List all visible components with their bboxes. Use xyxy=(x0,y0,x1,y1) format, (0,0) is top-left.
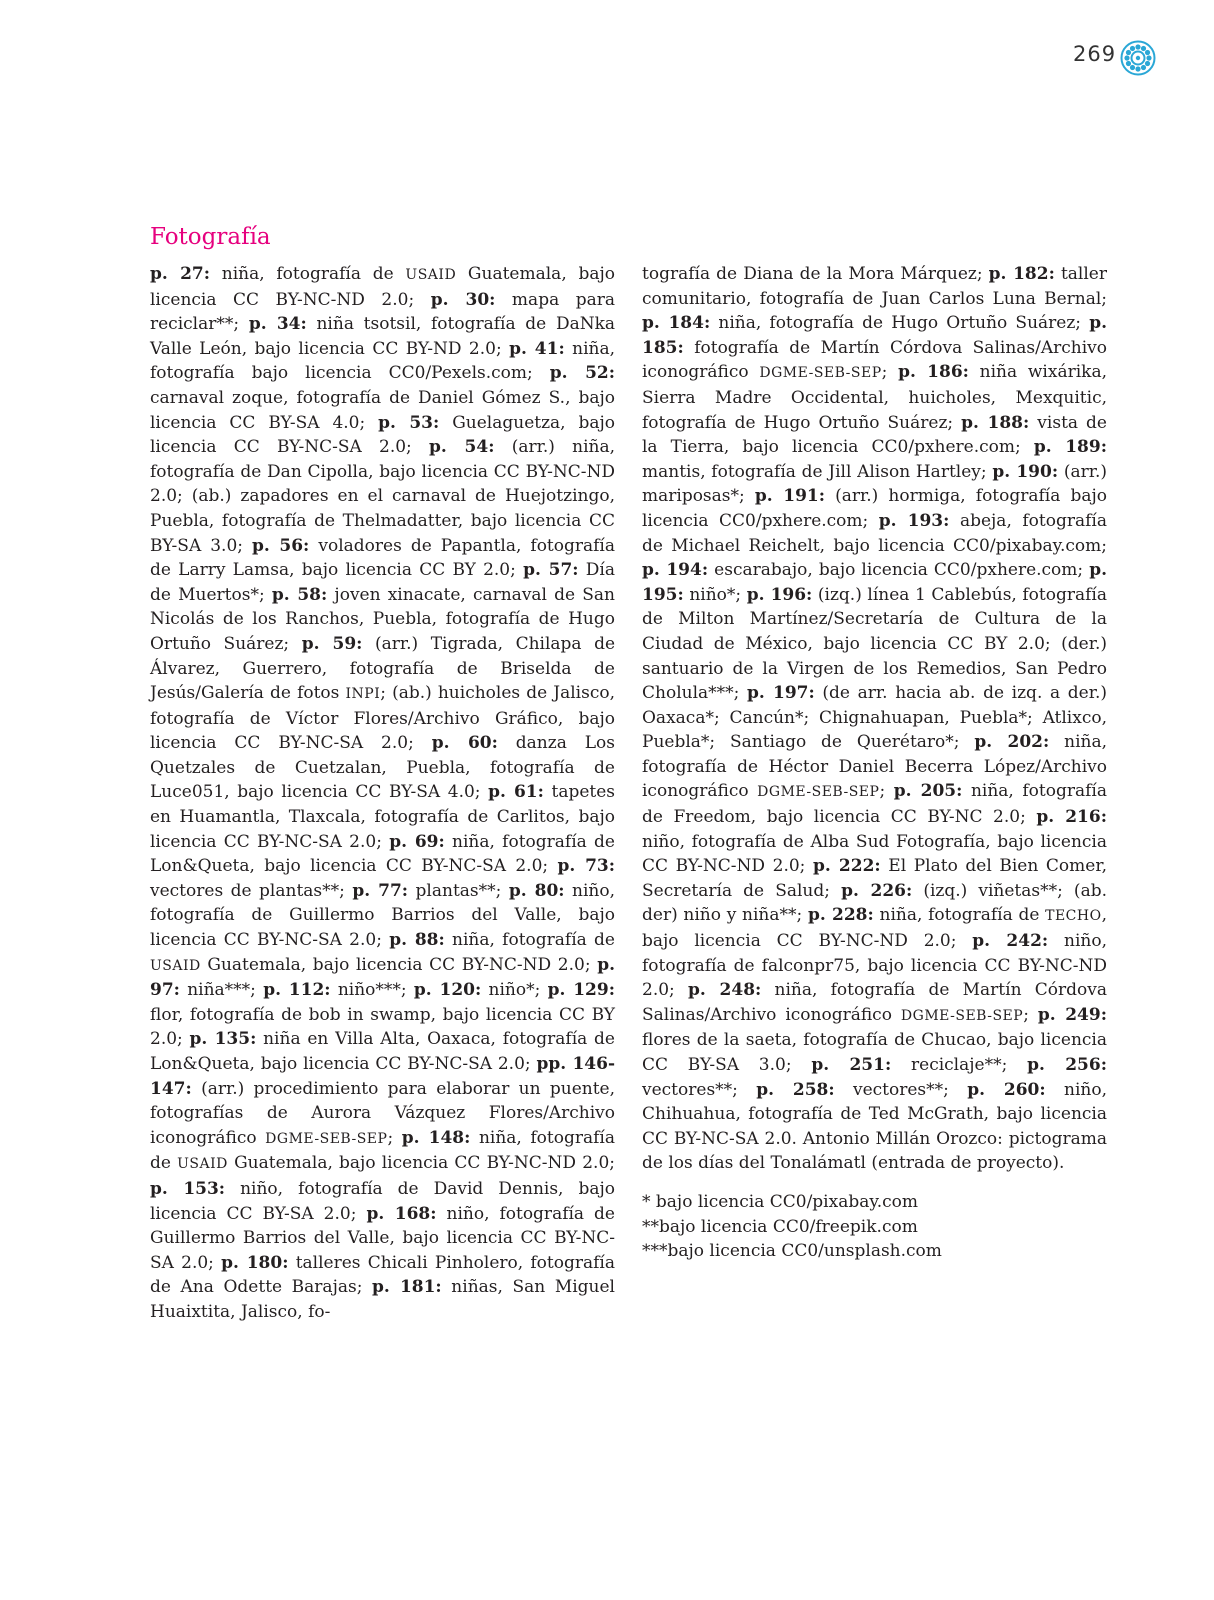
credit-text: niña, fotografía de xyxy=(210,264,406,284)
flower-seal-icon xyxy=(1120,40,1156,76)
credit-text: (arr.) niña, fotografía de Dan Cipolla, bajo licencia CC BY-NC-ND 2.0; (ab.) zapadores en el carnaval de Huejotzingo, Puebla, fotografía de Thelmadatter, bajo licencia CC BY-SA 3.0; xyxy=(150,437,616,556)
page-ref: p. 77: xyxy=(352,880,409,901)
page-ref: p. 249: xyxy=(1037,1004,1107,1025)
page-ref: p. 191: xyxy=(754,486,826,507)
footnote: ***bajo licencia CC0/unsplash.com xyxy=(642,1241,942,1262)
acronym: USAID xyxy=(405,267,457,283)
page-ref: p. 57: xyxy=(523,560,579,581)
page-ref: p. 120: xyxy=(413,980,482,1001)
section-title: Fotografía xyxy=(150,224,271,250)
page-ref: p. 182: xyxy=(988,264,1055,284)
credits-column-right-text xyxy=(642,262,1107,1176)
credit-text: vista de la Tierra, bajo licencia CC0/pxhere.com; xyxy=(642,412,1107,458)
page-number: 269 xyxy=(1073,42,1117,66)
credit-text: niña, fotografía de xyxy=(150,1127,615,1174)
credit-text: (izq.) línea 1 Cablebús, fotografía de Milton Martínez/Secretaría de Cultura de la Ciudad de México, bajo licencia CC BY 2.0; (der.) santuario de la Virgen de los Remedios, San Pedro Cholula***; xyxy=(642,584,1107,704)
credit-text: carnaval zoque, fotografía de Daniel Gómez S., bajo licencia CC BY-SA 4.0; xyxy=(150,387,615,433)
page-ref: p. 180: xyxy=(221,1252,289,1273)
page-ref: p. 34: xyxy=(248,314,307,335)
credit-text: tografía de Diana de la Mora Márquez; xyxy=(642,264,989,284)
credit-text: ; xyxy=(879,781,894,802)
credit-text: voladores de Papantla, fotografía de Larry Lamsa, bajo licencia CC BY 2.0; xyxy=(150,535,616,581)
page-ref: p. 189: xyxy=(1033,437,1107,458)
page-ref: p. 97: xyxy=(150,954,615,1001)
page-ref: p. 248: xyxy=(688,980,762,1001)
credit-text: niñas, San Miguel Huaixtita, Jalisco, fo- xyxy=(150,1277,615,1322)
credit-text: niño, fotografía de falconpr75, bajo licencia CC BY-NC-ND 2.0; xyxy=(642,931,1107,1001)
credit-text: ; xyxy=(387,1127,402,1148)
credit-text: niña, fotografía de Hugo Ortuño Suárez; xyxy=(710,313,1090,334)
credit-text: niña, fotografía de Lon&Queta, bajo licencia CC BY-NC-SA 2.0; xyxy=(150,831,615,877)
page-ref: p. 222: xyxy=(813,856,881,877)
footnote: * bajo licencia CC0/pixabay.com xyxy=(642,1191,918,1212)
page-ref: p. 52: xyxy=(549,363,616,384)
page-ref: p. 242: xyxy=(972,931,1049,952)
credit-text: abeja, fotografía de Michael Reichelt, bajo licencia CC0/pixabay.com; xyxy=(642,510,1107,556)
acronym: USAID xyxy=(177,1156,228,1173)
credit-text: (de arr. hacia ab. de izq. a der.) Oaxaca*; Cancún*; Chignahuapan, Puebla*; Atlixco, Puebla*; Santiago de Querétaro*; xyxy=(642,683,1108,753)
page-ref: p. 73: xyxy=(557,856,615,877)
page-ref: p. 202: xyxy=(974,732,1050,753)
page-ref: p. 27: xyxy=(150,264,210,284)
credit-text: flor, fotografía de bob in swamp, bajo licencia CC BY 2.0; xyxy=(150,1004,615,1050)
credit-text: niño*; xyxy=(481,980,548,1001)
page-ref: p. 153: xyxy=(150,1178,226,1199)
credit-text: niño, fotografía de Guillermo Barrios del Valle, bajo licencia CC BY-NC-SA 2.0; xyxy=(150,1203,615,1273)
page-ref: p. 256: xyxy=(1027,1055,1107,1075)
credit-text: flores de la saeta, fotografía de Chucao, bajo licencia CC BY-SA 3.0; xyxy=(642,1030,1107,1075)
credit-text: Guatemala, bajo licencia CC BY-NC-ND 2.0; xyxy=(150,264,615,310)
page-ref: p. 228: xyxy=(807,905,874,926)
credit-text: taller comunitario, fotografía de Juan Carlos Luna Bernal; xyxy=(642,264,1107,309)
credit-text: (arr.) mariposas*; xyxy=(642,461,1108,507)
page-ref: p. 184: xyxy=(642,313,711,334)
credit-text: (arr.) procedimiento para elaborar un puente, fotografías de Aurora Vázquez Flores/Archivo iconográfico xyxy=(150,1078,615,1148)
page-ref: pp. 146-147: xyxy=(150,1054,615,1099)
acronym: DGME-SEB-SEP xyxy=(900,1007,1024,1024)
page-ref: p. 53: xyxy=(378,412,440,433)
credit-text: danza Los Quetzales de Cuetzalan, Puebla, fotografía de Luce051, bajo licencia CC BY-SA 4.0; xyxy=(150,733,615,803)
credit-text: niño***; xyxy=(330,980,414,1001)
credit-text: ; xyxy=(1023,1004,1038,1025)
page-ref: p. 112: xyxy=(263,980,331,1001)
credit-text: (izq.) viñetas**; (ab. der) niño y niña**; xyxy=(642,880,1107,926)
page-ref: p. 58: xyxy=(271,584,328,605)
page-ref: p. 186: xyxy=(898,362,969,383)
credit-text: niña en Villa Alta, Oaxaca, fotografía de Lon&Queta, bajo licencia CC BY-NC-SA 2.0; xyxy=(150,1029,615,1074)
page-ref: p. 168: xyxy=(366,1203,437,1224)
page-ref: p. 197: xyxy=(747,683,815,704)
credit-text: niño, fotografía de Guillermo Barrios del Valle, bajo licencia CC BY-NC-SA 2.0; xyxy=(150,880,616,951)
page-ref: p. 251: xyxy=(811,1055,892,1075)
credit-text: niña, fotografía de Héctor Daniel Becerra López/Archivo iconográfico xyxy=(642,732,1107,802)
page-ref: p. 188: xyxy=(961,412,1030,433)
footnote: **bajo licencia CC0/freepik.com xyxy=(642,1216,918,1237)
credit-text: vectores**; xyxy=(642,1079,757,1100)
credit-text: , bajo licencia CC BY-NC-ND 2.0; xyxy=(642,905,1107,952)
acronym: INPI xyxy=(345,686,381,703)
page-ref: p. 185: xyxy=(642,313,1107,358)
credit-text: ; xyxy=(881,362,899,383)
credit-text: niña tsotsil, fotografía de DaNka Valle León, bajo licencia CC BY-ND 2.0; xyxy=(150,314,616,359)
credit-text: escarabajo, bajo licencia CC0/pxhere.com; xyxy=(708,560,1090,581)
page-ref: p. 54: xyxy=(429,437,495,458)
footnotes xyxy=(642,1190,1107,1264)
credit-text: El Plato del Bien Comer, Secretaría de Salud; xyxy=(642,856,1107,901)
credit-text: Guatemala, bajo licencia CC BY-NC-ND 2.0; xyxy=(227,1153,615,1174)
credit-text: plantas**; xyxy=(408,880,509,901)
acronym: TECHO xyxy=(1045,908,1102,925)
page-ref: p. 260: xyxy=(967,1079,1046,1100)
page-ref: p. 195: xyxy=(642,560,1107,605)
credit-text: niña, fotografía de xyxy=(444,930,615,951)
page-ref: p. 129: xyxy=(547,980,615,1001)
page-ref: p. 193: xyxy=(878,510,950,531)
credit-text: vectores de plantas**; xyxy=(150,880,353,901)
credit-text: Día de Muertos*; xyxy=(150,560,615,605)
page-ref: p. 60: xyxy=(431,733,498,754)
credit-text: (arr.) hormiga, fotografía bajo licencia CC0/pxhere.com; xyxy=(642,486,1107,531)
page-ref: p. 196: xyxy=(746,584,813,605)
credit-text: niño*; xyxy=(683,584,747,605)
page-ref: p. 88: xyxy=(389,930,445,951)
credit-text: joven xinacate, carnaval de San Nicolás de los Ranchos, Puebla, fotografía de Hugo Ortuño Suárez; xyxy=(150,584,615,654)
credits-column-left xyxy=(150,262,615,1325)
page-ref: p. 56: xyxy=(252,535,310,556)
page-ref: p. 205: xyxy=(893,781,963,802)
credit-text: niña, fotografía bajo licencia CC0/Pexels.com; xyxy=(150,338,616,384)
page-ref: p. 69: xyxy=(389,831,445,852)
page-ref: p. 61: xyxy=(488,782,544,803)
credit-text: tapetes en Huamantla, Tlaxcala, fotografía de Carlitos, bajo licencia CC BY-NC-SA 2.0; xyxy=(150,782,616,852)
page-ref: p. 194: xyxy=(642,560,709,581)
credit-text: mapa para reciclar**; xyxy=(150,289,615,335)
credit-text: niño, Chihuahua, fotografía de Ted McGrath, bajo licencia CC BY-NC-SA 2.0. Antonio Millán Orozco: pictograma de los días del Tonalámatl (entrada de proyecto). xyxy=(642,1079,1107,1174)
page-ref: p. 181: xyxy=(372,1277,442,1298)
credit-text: Guelaguetza, bajo licencia CC BY-NC-SA 2.0; xyxy=(150,412,616,458)
page-ref: p. 190: xyxy=(992,461,1059,482)
credit-text: ; (ab.) huicholes de Jalisco, fotografía de Víctor Flores/Archivo Gráfico, bajo licencia CC BY-NC-SA 2.0; xyxy=(150,683,615,754)
acronym: USAID xyxy=(150,957,201,974)
credit-text: niña, fotografía de Freedom, bajo licencia CC BY-NC 2.0; xyxy=(642,781,1107,828)
page-ref: p. 258: xyxy=(756,1079,835,1100)
acronym: DGME-SEB-SEP xyxy=(757,784,880,801)
acronym: DGME-SEB-SEP xyxy=(265,1130,388,1147)
credit-text: niño, fotografía de David Dennis, bajo licencia CC BY-SA 2.0; xyxy=(150,1178,615,1224)
credit-text: niña wixárika, Sierra Madre Occidental, huicholes, Mexquitic, fotografía de Hugo Ortuño Suárez; xyxy=(642,362,1107,433)
page-ref: p. 41: xyxy=(509,338,565,359)
credit-text: reciclaje**; xyxy=(891,1055,1028,1075)
page-ref: p. 226: xyxy=(841,880,913,901)
credit-text: talleres Chicali Pinholero, fotografía de Ana Odette Barajas; xyxy=(150,1252,615,1298)
credit-text: niña***; xyxy=(179,980,264,1001)
page-ref: p. 59: xyxy=(301,633,363,654)
page-ref: p. 80: xyxy=(508,880,565,901)
credit-text: vectores**; xyxy=(834,1079,968,1100)
page-ref: p. 30: xyxy=(430,289,496,310)
credit-text: (arr.) Tigrada, Chilapa de Álvarez, Guerrero, fotografía de Briselda de Jesús/Galería de fotos xyxy=(150,633,616,704)
credit-text: niña, fotografía de Martín Córdova Salinas/Archivo iconográfico xyxy=(642,980,1107,1025)
credit-text: Guatemala, bajo licencia CC BY-NC-ND 2.0; xyxy=(200,954,598,975)
page-ref: p. 216: xyxy=(1036,807,1107,828)
credit-text: niña, fotografía de xyxy=(873,905,1046,926)
credit-text: niño, fotografía de Alba Sud Fotografía, bajo licencia CC BY-NC-ND 2.0; xyxy=(642,831,1107,877)
credits-column-right xyxy=(642,262,1107,1264)
page-ref: p. 148: xyxy=(401,1127,471,1148)
acronym: DGME-SEB-SEP xyxy=(759,365,882,382)
credit-text: fotografía de Martín Córdova Salinas/Archivo iconográfico xyxy=(642,337,1107,383)
credit-text: mantis, fotografía de Jill Alison Hartley; xyxy=(642,461,993,482)
page-ref: p. 135: xyxy=(189,1029,257,1050)
